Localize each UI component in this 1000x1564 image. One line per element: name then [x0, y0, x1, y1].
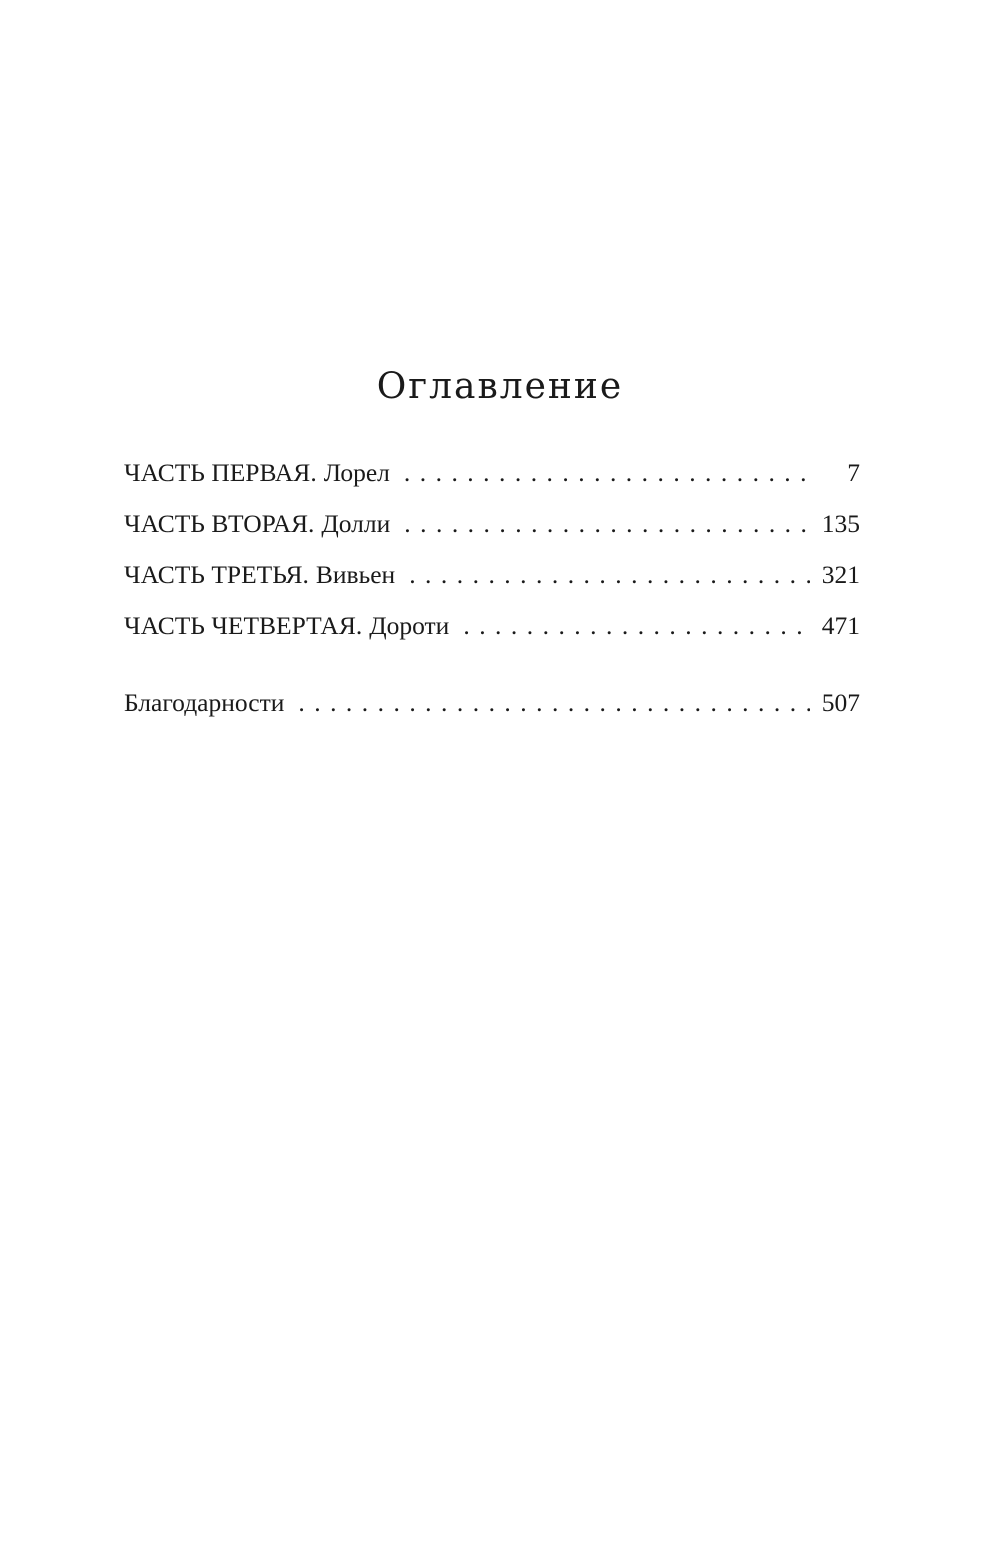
toc-part-label: ЧАСТЬ ВТОРАЯ. [124, 509, 315, 538]
toc-subtitle: Вивьен [315, 560, 396, 589]
toc-part-label: ЧАСТЬ ТРЕТЬЯ. [124, 560, 309, 589]
toc-subtitle: Дороти [369, 611, 450, 640]
toc-page-number: 471 [821, 611, 860, 640]
dot-leader [404, 460, 810, 486]
toc-entry-part-2 [124, 509, 860, 560]
toc-page-number: 507 [821, 688, 860, 717]
dot-leader [404, 511, 810, 537]
toc-subtitle: Долли [321, 509, 391, 538]
toc-entry-acknowledgements [124, 688, 860, 739]
dot-leader [298, 690, 810, 716]
toc-subtitle: Лорел [323, 458, 390, 487]
table-of-contents [124, 458, 860, 739]
dot-leader [409, 562, 810, 588]
toc-part-label: Благодарности [124, 688, 285, 717]
toc-part-label: ЧАСТЬ ПЕРВАЯ. [124, 458, 317, 487]
toc-part-label: ЧАСТЬ ЧЕТВЕРТАЯ. [124, 611, 363, 640]
page-title: Оглавление [376, 366, 624, 407]
toc-entry-part-3 [124, 560, 860, 611]
toc-page-number: 321 [821, 560, 860, 589]
dot-leader [463, 613, 810, 639]
toc-page-number: 7 [847, 458, 860, 487]
toc-entry-part-4 [124, 611, 860, 662]
toc-page-number: 135 [821, 509, 860, 538]
toc-entry-part-1 [124, 458, 860, 509]
